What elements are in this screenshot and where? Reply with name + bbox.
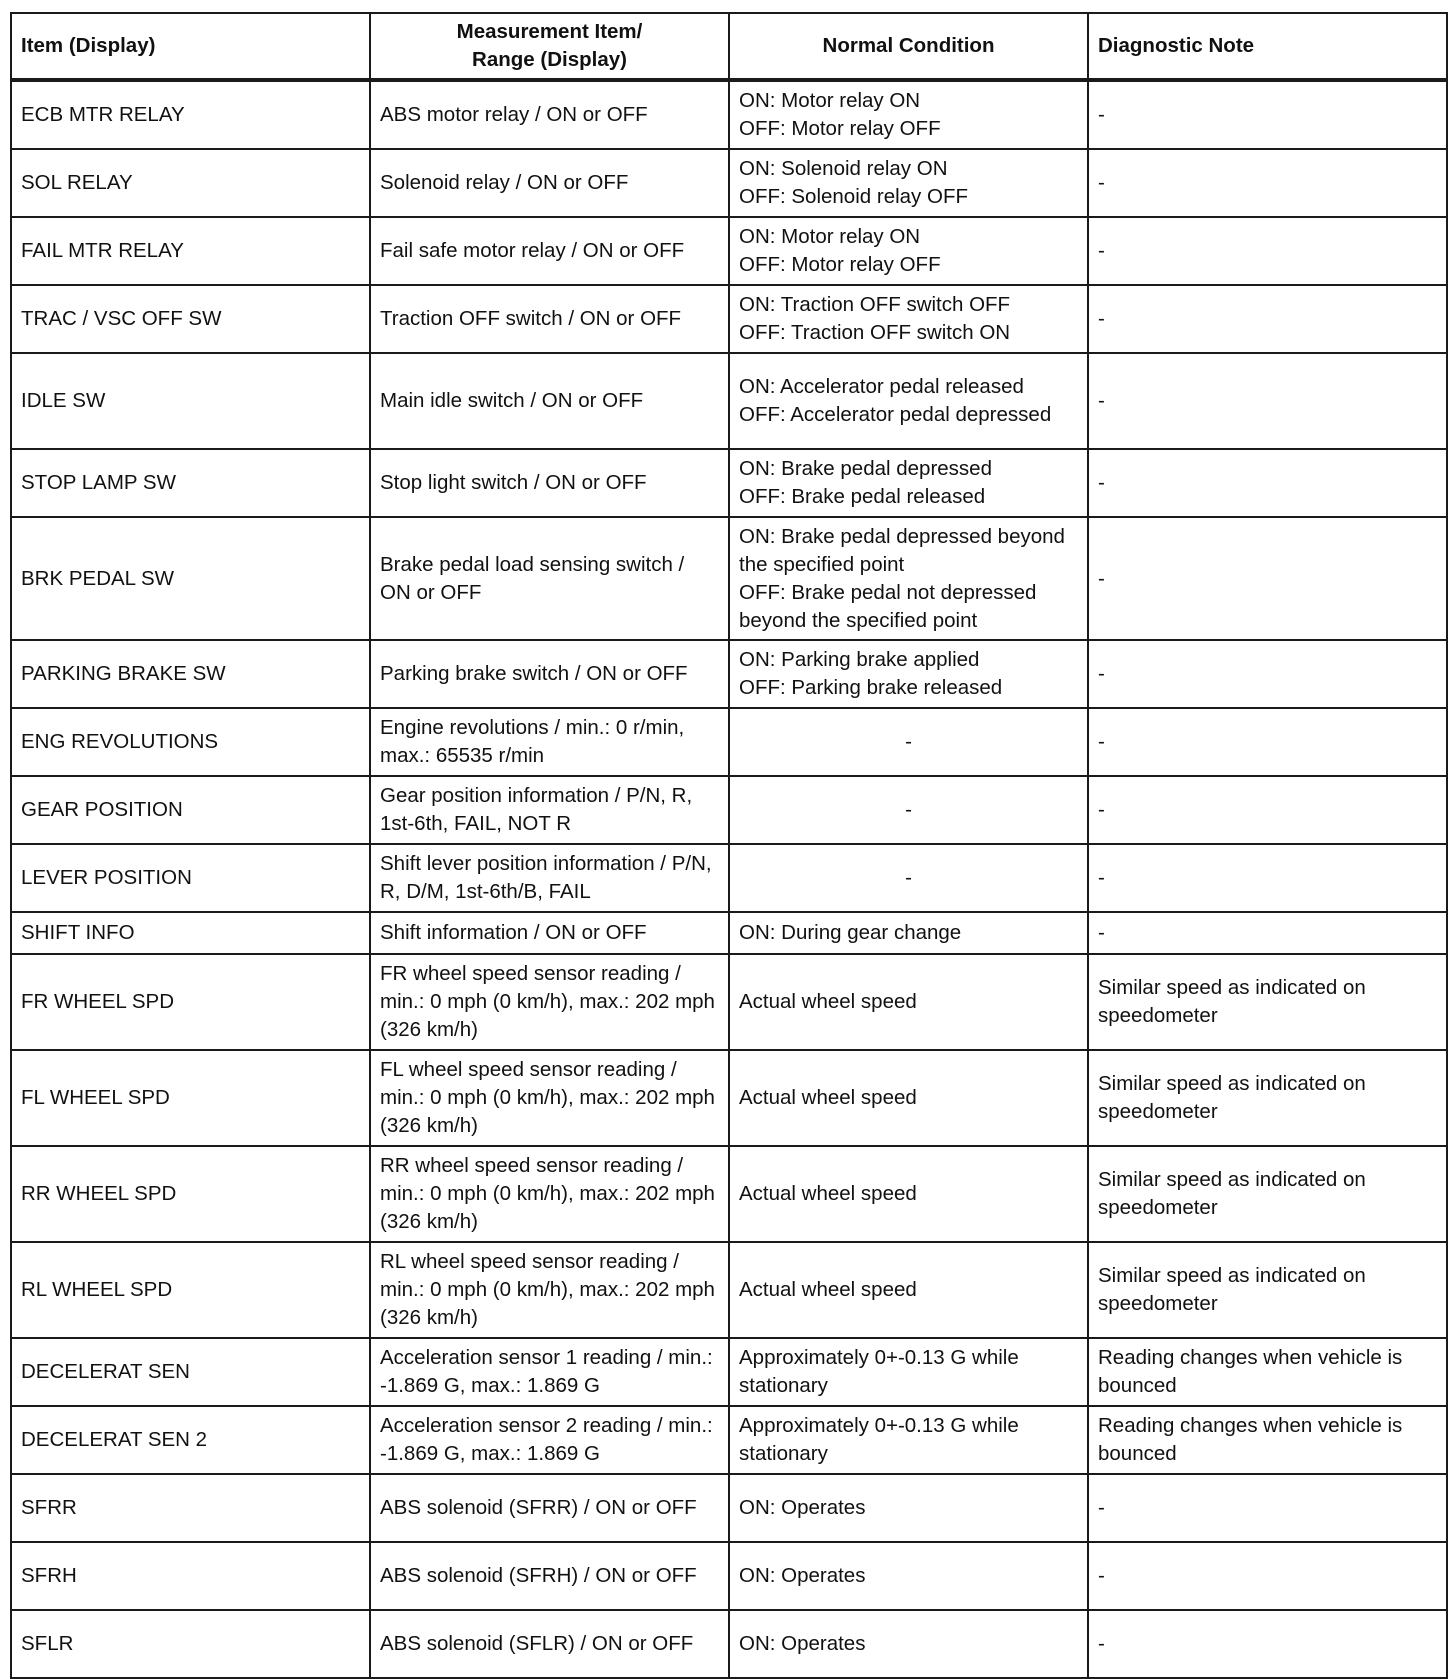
cell-measurement-range: Parking brake switch / ON or OFF [370, 640, 729, 708]
cell-measurement-range: FL wheel speed sensor reading / min.: 0 mph (0 km/h), max.: 202 mph (326 km/h) [370, 1050, 729, 1146]
cell-normal-condition: Approximately 0+-0.13 G while stationary [729, 1406, 1088, 1474]
cell-normal-condition: Approximately 0+-0.13 G while stationary [729, 1338, 1088, 1406]
cell-item: FR WHEEL SPD [11, 954, 370, 1050]
cell-normal-condition: ON: Operates [729, 1610, 1088, 1678]
cell-item: SOL RELAY [11, 149, 370, 217]
cell-measurement-range: FR wheel speed sensor reading / min.: 0 mph (0 km/h), max.: 202 mph (326 km/h) [370, 954, 729, 1050]
table-row [11, 1542, 1447, 1610]
cell-normal-condition: ON: Brake pedal depressed beyond the specified point OFF: Brake pedal not depressed beyond the specified point [729, 517, 1088, 640]
cell-item: RR WHEEL SPD [11, 1146, 370, 1242]
table-row [11, 1050, 1447, 1146]
cell-item: ENG REVOLUTIONS [11, 708, 370, 776]
cell-diagnostic-note: - [1088, 517, 1447, 640]
table-row [11, 1474, 1447, 1542]
table-row [11, 776, 1447, 844]
cell-normal-condition: Actual wheel speed [729, 1050, 1088, 1146]
cell-measurement-range: Brake pedal load sensing switch / ON or OFF [370, 517, 729, 640]
cell-normal-condition: ON: Operates [729, 1542, 1088, 1610]
cell-item: SFRR [11, 1474, 370, 1542]
cell-item: BRK PEDAL SW [11, 517, 370, 640]
cell-item: RL WHEEL SPD [11, 1242, 370, 1338]
table-row [11, 217, 1447, 285]
header-measurement-range: Measurement Item/ Range (Display) [370, 13, 729, 80]
table-body [11, 80, 1447, 1678]
cell-measurement-range: Solenoid relay / ON or OFF [370, 149, 729, 217]
cell-normal-condition: - [729, 776, 1088, 844]
table-row [11, 149, 1447, 217]
cell-item: IDLE SW [11, 353, 370, 449]
data-list-table [10, 12, 1448, 1679]
table-row [11, 285, 1447, 353]
cell-item: SFRH [11, 1542, 370, 1610]
cell-diagnostic-note: - [1088, 844, 1447, 912]
table-row [11, 517, 1447, 640]
cell-item: TRAC / VSC OFF SW [11, 285, 370, 353]
cell-measurement-range: ABS solenoid (SFRH) / ON or OFF [370, 1542, 729, 1610]
cell-diagnostic-note: - [1088, 217, 1447, 285]
cell-diagnostic-note: - [1088, 1610, 1447, 1678]
cell-normal-condition: ON: Motor relay ON OFF: Motor relay OFF [729, 217, 1088, 285]
cell-measurement-range: Stop light switch / ON or OFF [370, 449, 729, 517]
cell-normal-condition: ON: Brake pedal depressed OFF: Brake pedal released [729, 449, 1088, 517]
cell-diagnostic-note: - [1088, 1542, 1447, 1610]
cell-item: STOP LAMP SW [11, 449, 370, 517]
cell-diagnostic-note: - [1088, 708, 1447, 776]
cell-measurement-range: Shift information / ON or OFF [370, 912, 729, 954]
table-row [11, 844, 1447, 912]
cell-normal-condition: ON: Traction OFF switch OFF OFF: Traction OFF switch ON [729, 285, 1088, 353]
cell-diagnostic-note: Similar speed as indicated on speedometer [1088, 1050, 1447, 1146]
table-row [11, 1338, 1447, 1406]
cell-diagnostic-note: - [1088, 449, 1447, 517]
cell-measurement-range: RR wheel speed sensor reading / min.: 0 mph (0 km/h), max.: 202 mph (326 km/h) [370, 1146, 729, 1242]
cell-diagnostic-note: - [1088, 80, 1447, 149]
cell-measurement-range: Main idle switch / ON or OFF [370, 353, 729, 449]
cell-diagnostic-note: - [1088, 640, 1447, 708]
cell-diagnostic-note: - [1088, 149, 1447, 217]
header-row [11, 13, 1447, 80]
cell-measurement-range: Traction OFF switch / ON or OFF [370, 285, 729, 353]
table-row [11, 912, 1447, 954]
cell-measurement-range: ABS solenoid (SFRR) / ON or OFF [370, 1474, 729, 1542]
table-row [11, 1242, 1447, 1338]
cell-normal-condition: Actual wheel speed [729, 1146, 1088, 1242]
cell-diagnostic-note: - [1088, 776, 1447, 844]
header-item: Item (Display) [11, 13, 370, 80]
cell-normal-condition: ON: Solenoid relay ON OFF: Solenoid relay OFF [729, 149, 1088, 217]
cell-measurement-range: ABS motor relay / ON or OFF [370, 80, 729, 149]
cell-normal-condition: ON: Operates [729, 1474, 1088, 1542]
cell-normal-condition: ON: Parking brake applied OFF: Parking brake released [729, 640, 1088, 708]
cell-diagnostic-note: Reading changes when vehicle is bounced [1088, 1406, 1447, 1474]
table-row [11, 1146, 1447, 1242]
cell-diagnostic-note: - [1088, 912, 1447, 954]
cell-diagnostic-note: Similar speed as indicated on speedometer [1088, 1242, 1447, 1338]
table-row [11, 708, 1447, 776]
table-header [11, 13, 1447, 80]
table-row [11, 954, 1447, 1050]
cell-normal-condition: - [729, 844, 1088, 912]
cell-item: PARKING BRAKE SW [11, 640, 370, 708]
cell-item: DECELERAT SEN [11, 1338, 370, 1406]
cell-normal-condition: Actual wheel speed [729, 954, 1088, 1050]
cell-measurement-range: Shift lever position information / P/N, R, D/M, 1st-6th/B, FAIL [370, 844, 729, 912]
cell-diagnostic-note: - [1088, 1474, 1447, 1542]
cell-measurement-range: Gear position information / P/N, R, 1st-6th, FAIL, NOT R [370, 776, 729, 844]
cell-measurement-range: Acceleration sensor 2 reading / min.: -1.869 G, max.: 1.869 G [370, 1406, 729, 1474]
table-row [11, 1406, 1447, 1474]
table-row [11, 449, 1447, 517]
table-row [11, 640, 1447, 708]
cell-measurement-range: ABS solenoid (SFLR) / ON or OFF [370, 1610, 729, 1678]
cell-item: LEVER POSITION [11, 844, 370, 912]
cell-diagnostic-note: - [1088, 285, 1447, 353]
cell-diagnostic-note: Similar speed as indicated on speedometer [1088, 1146, 1447, 1242]
cell-normal-condition: ON: Accelerator pedal released OFF: Accelerator pedal depressed [729, 353, 1088, 449]
cell-normal-condition: ON: During gear change [729, 912, 1088, 954]
cell-item: ECB MTR RELAY [11, 80, 370, 149]
cell-normal-condition: - [729, 708, 1088, 776]
cell-item: SHIFT INFO [11, 912, 370, 954]
cell-measurement-range: Acceleration sensor 1 reading / min.: -1.869 G, max.: 1.869 G [370, 1338, 729, 1406]
cell-item: DECELERAT SEN 2 [11, 1406, 370, 1474]
cell-normal-condition: Actual wheel speed [729, 1242, 1088, 1338]
cell-item: FAIL MTR RELAY [11, 217, 370, 285]
header-normal-condition: Normal Condition [729, 13, 1088, 80]
cell-item: GEAR POSITION [11, 776, 370, 844]
cell-diagnostic-note: Similar speed as indicated on speedometer [1088, 954, 1447, 1050]
cell-diagnostic-note: Reading changes when vehicle is bounced [1088, 1338, 1447, 1406]
header-diagnostic-note: Diagnostic Note [1088, 13, 1447, 80]
cell-measurement-range: Fail safe motor relay / ON or OFF [370, 217, 729, 285]
cell-item: SFLR [11, 1610, 370, 1678]
cell-measurement-range: RL wheel speed sensor reading / min.: 0 mph (0 km/h), max.: 202 mph (326 km/h) [370, 1242, 729, 1338]
cell-item: FL WHEEL SPD [11, 1050, 370, 1146]
table-row [11, 80, 1447, 149]
table-row [11, 353, 1447, 449]
cell-measurement-range: Engine revolutions / min.: 0 r/min, max.: 65535 r/min [370, 708, 729, 776]
cell-diagnostic-note: - [1088, 353, 1447, 449]
table-row [11, 1610, 1447, 1678]
cell-normal-condition: ON: Motor relay ON OFF: Motor relay OFF [729, 80, 1088, 149]
